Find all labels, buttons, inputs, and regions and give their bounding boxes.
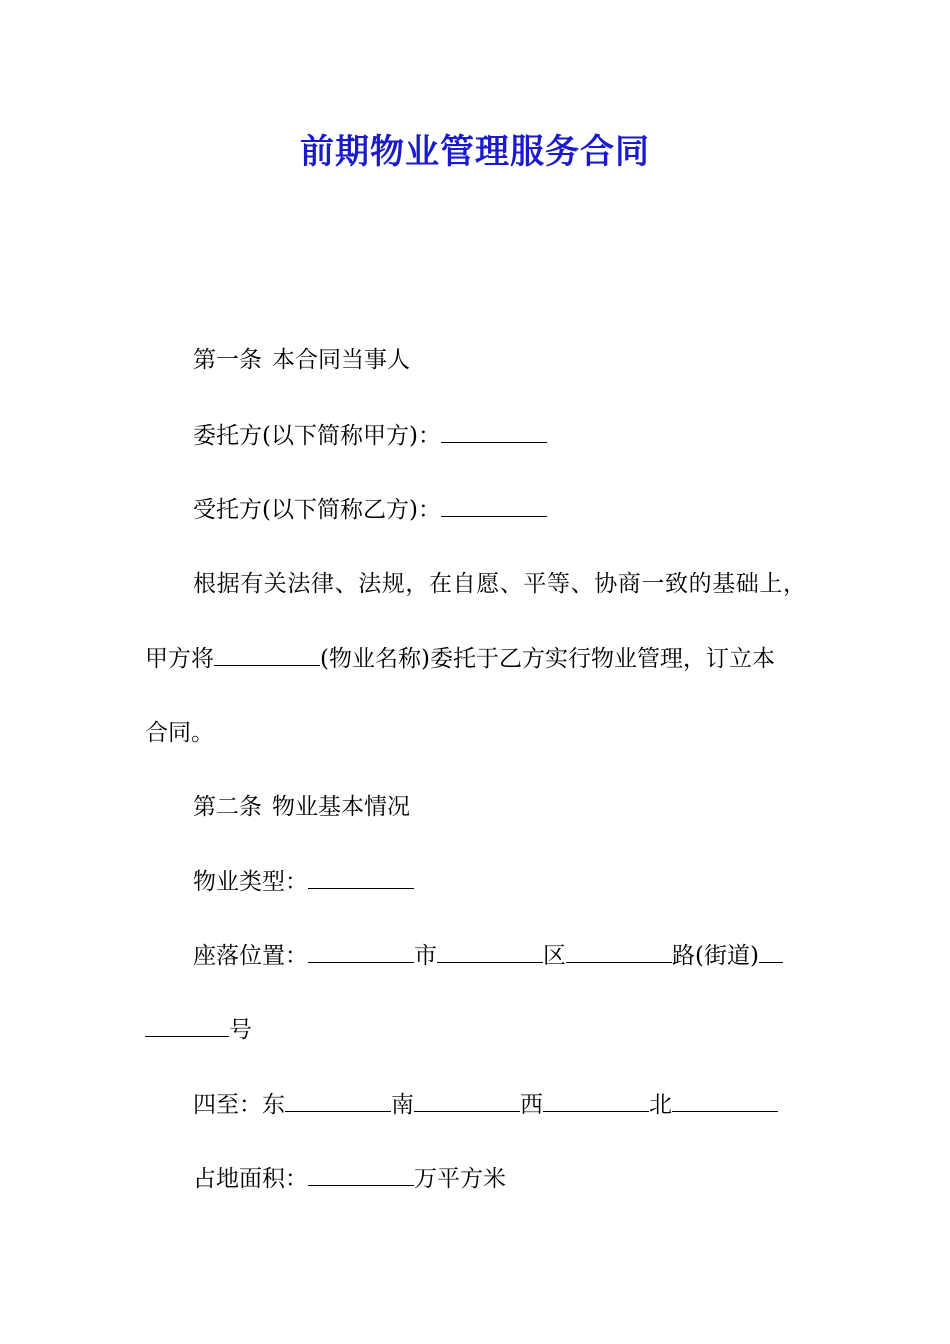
paragraph-text: 根据有关法律、法规，在自愿、平等、协商一致的基础上， (193, 571, 807, 597)
article-title: 本合同当事人 (272, 347, 410, 373)
north-label: 北 (649, 1092, 672, 1118)
area-blank (308, 1163, 414, 1186)
district-label: 区 (543, 943, 566, 969)
east-blank (285, 1089, 391, 1112)
south-label: 南 (391, 1092, 414, 1118)
area-line (193, 1163, 506, 1195)
property-type-label: 物业类型： (193, 869, 308, 895)
boundaries-line (193, 1089, 778, 1121)
area-unit: 万平方米 (414, 1166, 506, 1192)
article-2-heading (193, 791, 410, 823)
property-name-blank (214, 643, 320, 666)
city-blank (308, 940, 414, 963)
south-blank (414, 1089, 520, 1112)
road-blank (566, 940, 672, 963)
city-label: 市 (414, 943, 437, 969)
west-label: 西 (520, 1092, 543, 1118)
paragraph-text: (物业名称)委托于乙方实行物业管理，订立本 (320, 646, 775, 672)
article-number: 第二条 (193, 794, 262, 820)
party-a-label: 委托方(以下简称甲方)： (193, 423, 441, 449)
number-blank-end (145, 1014, 229, 1037)
paragraph-text: 合同。 (145, 720, 214, 746)
location-label: 座落位置： (193, 943, 308, 969)
article-1-heading (193, 344, 410, 376)
party-a-line (193, 420, 547, 452)
number-label: 号 (229, 1017, 252, 1043)
property-type-blank (308, 866, 414, 889)
article-number: 第一条 (193, 347, 262, 373)
west-blank (543, 1089, 649, 1112)
number-blank-start (759, 940, 783, 963)
paragraph-text: 甲方将 (145, 646, 214, 672)
paragraph-line (193, 568, 807, 600)
district-blank (437, 940, 543, 963)
east-label: 四至：东 (193, 1092, 285, 1118)
paragraph-line (145, 643, 775, 675)
property-type-line (193, 866, 414, 898)
road-label: 路(街道) (672, 943, 759, 969)
location-line (193, 940, 783, 972)
document-title: 前期物业管理服务合同 (300, 132, 650, 172)
paragraph-line (145, 717, 214, 749)
party-b-blank (441, 494, 547, 517)
location-line-cont (145, 1014, 252, 1046)
article-title: 物业基本情况 (272, 794, 410, 820)
area-label: 占地面积： (193, 1166, 308, 1192)
party-b-line (193, 494, 547, 526)
north-blank (672, 1089, 778, 1112)
party-a-blank (441, 420, 547, 443)
party-b-label: 受托方(以下简称乙方)： (193, 497, 441, 523)
